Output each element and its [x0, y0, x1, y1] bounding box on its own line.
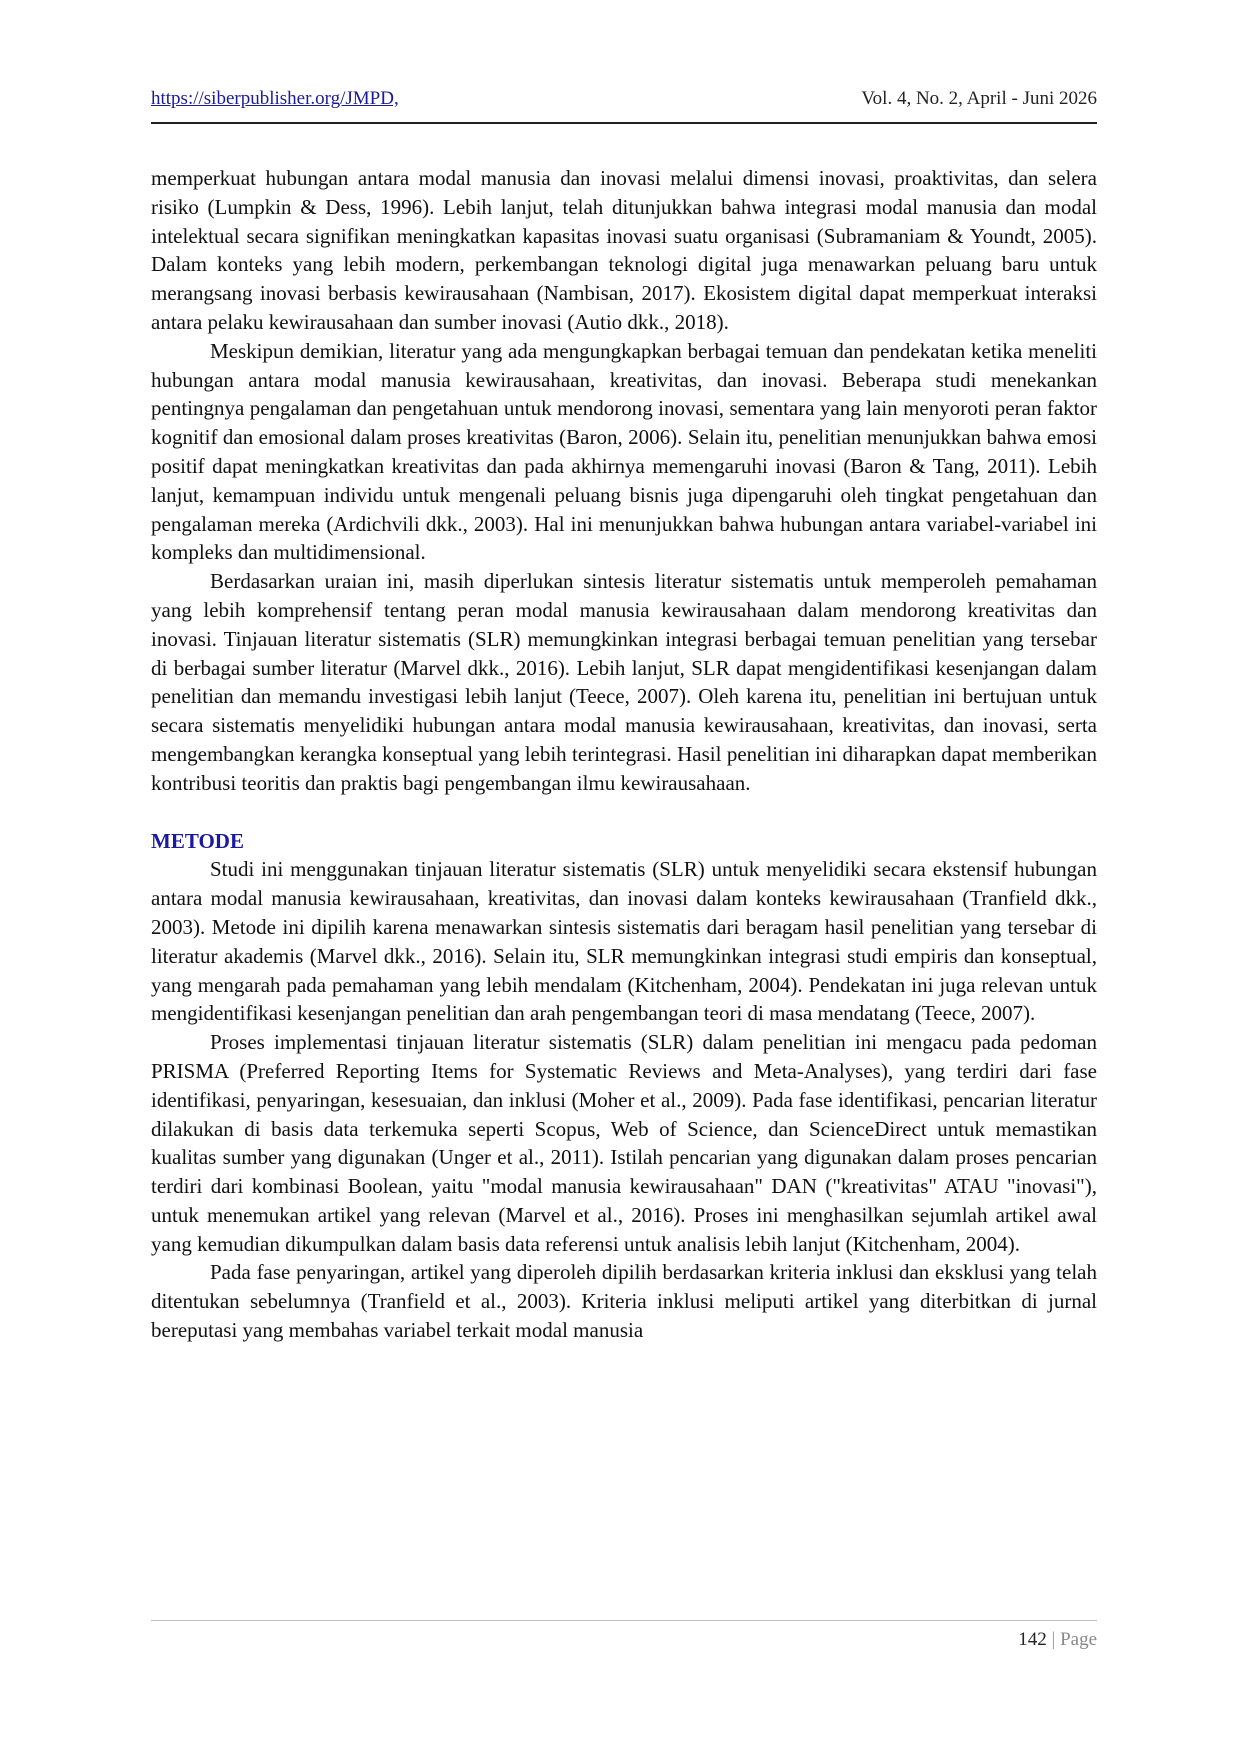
page-number-label [1018, 1629, 1097, 1651]
journal-url-link[interactable]: https://siberpublisher.org/JMPD, [151, 88, 399, 109]
volume-info: Vol. 4, No. 2, April - Juni 2026 [861, 88, 1097, 109]
body-paragraph: Pada fase penyaringan, artikel yang diperoleh dipilih berdasarkan kriteria inklusi dan eksklusi yang telah ditentukan sebelumnya (Tranfield et al., 2003). Kriteria inklusi meliputi artikel yang diterbitkan di jurnal bereputasi yang membahas variabel terkait modal manusia [151, 1260, 1097, 1343]
page-number: 142 [1018, 1629, 1047, 1650]
page-header [151, 88, 1097, 124]
body-paragraph: Meskipun demikian, literatur yang ada mengungkapkan berbagai temuan dan pendekatan ketika meneliti hubungan antara modal manusia kewirausahaan, kreativitas, dan inovasi. Beberapa studi menekankan pentingnya pengalaman dan pengetahuan untuk mendorong inovasi, sementara yang lain menyoroti peran faktor kognitif dan emosional dalam proses kreativitas (Baron, 2006). Selain itu, penelitian menunjukkan bahwa emosi positif dapat meningkatkan kreativitas dan pada akhirnya memengaruhi inovasi (Baron & Tang, 2011). Lebih lanjut, kemampuan individu untuk mengenali peluang bisnis juga dipengaruhi oleh tingkat pengetahuan dan pengalaman mereka (Ardichvili dkk., 2003). Hal ini menunjukkan bahwa hubungan antara variabel-variabel ini kompleks dan multidimensional. [151, 338, 1097, 565]
body-paragraph: Studi ini menggunakan tinjauan literatur sistematis (SLR) untuk menyelidiki secara ekstensif hubungan antara modal manusia kewirausahaan, kreativitas, dan inovasi dalam konteks kewirausahaan (Tranfield dkk., 2003). Metode ini dipilih karena menawarkan sintesis sistematis dari beragam hasil penelitian yang tersebar di literatur akademis (Marvel dkk., 2016). Selain itu, SLR memungkinkan integrasi studi empiris dan konseptual, yang mengarah pada pemahaman yang lebih mendalam (Kitchenham, 2004). Pendekatan ini juga relevan untuk mengidentifikasi kesenjangan penelitian dan arah pengembangan teori di masa mendatang (Teece, 2007). [151, 857, 1097, 1026]
page-word: Page [1060, 1629, 1097, 1650]
page-footer [151, 1620, 1097, 1657]
body-paragraph: Proses implementasi tinjauan literatur sistematis (SLR) dalam penelitian ini mengacu pada pedoman PRISMA (Preferred Reporting Items for Systematic Reviews and Meta-Analyses), yang terdiri dari fase identifikasi, penyaringan, kesesuaian, dan inklusi (Moher et al., 2009). Pada fase identifikasi, pencarian literatur dilakukan di basis data terkemuka seperti Scopus, Web of Science, dan ScienceDirect untuk memastikan kualitas sumber yang digunakan (Unger et al., 2011). Istilah pencarian yang digunakan dalam proses pencarian terdiri dari kombinasi Boolean, yaitu "modal manusia kewirausahaan" DAN ("kreativitas" ATAU "inovasi"), untuk menemukan artikel yang relevan (Marvel et al., 2016). Proses ini menghasilkan sejumlah artikel awal yang kemudian dikumpulkan dalam basis data referensi untuk analisis lebih lanjut (Kitchenham, 2004). [151, 1030, 1097, 1256]
page-separator: | [1051, 1629, 1056, 1650]
body-paragraph: Berdasarkan uraian ini, masih diperlukan sintesis literatur sistematis untuk memperoleh pemahaman yang lebih komprehensif tentang peran modal manusia kewirausahaan dalam mendorong kreativitas dan inovasi. Tinjauan literatur sistematis (SLR) memungkinkan integrasi berbagai temuan penelitian yang tersebar di berbagai sumber literatur (Marvel dkk., 2016). Lebih lanjut, SLR dapat mengidentifikasi kesenjangan dalam penelitian dan memandu investigasi lebih lanjut (Teece, 2007). Oleh karena itu, penelitian ini bertujuan untuk secara sistematis menyelidiki hubungan antara modal manusia kewirausahaan, kreativitas, dan inovasi, serta mengembangkan kerangka konseptual yang lebih terintegrasi. Hasil penelitian ini diharapkan dapat memberikan kontribusi teoritis dan praktis bagi pengembangan ilmu kewirausahaan. [151, 569, 1097, 795]
body-paragraph: memperkuat hubungan antara modal manusia dan inovasi melalui dimensi inovasi, proaktivitas, dan selera risiko (Lumpkin & Dess, 1996). Lebih lanjut, telah ditunjukkan bahwa integrasi modal manusia dan modal intelektual secara signifikan meningkatkan kapasitas inovasi suatu organisasi (Subramaniam & Youndt, 2005). Dalam konteks yang lebih modern, perkembangan teknologi digital juga menawarkan peluang baru untuk merangsang inovasi berbasis kewirausahaan (Nambisan, 2017). Ekosistem digital dapat memperkuat interaksi antara pelaku kewirausahaan dan sumber inovasi (Autio dkk., 2018). [151, 166, 1097, 334]
page-body [151, 164, 1097, 1345]
section-heading-metode: METODE [151, 828, 244, 853]
